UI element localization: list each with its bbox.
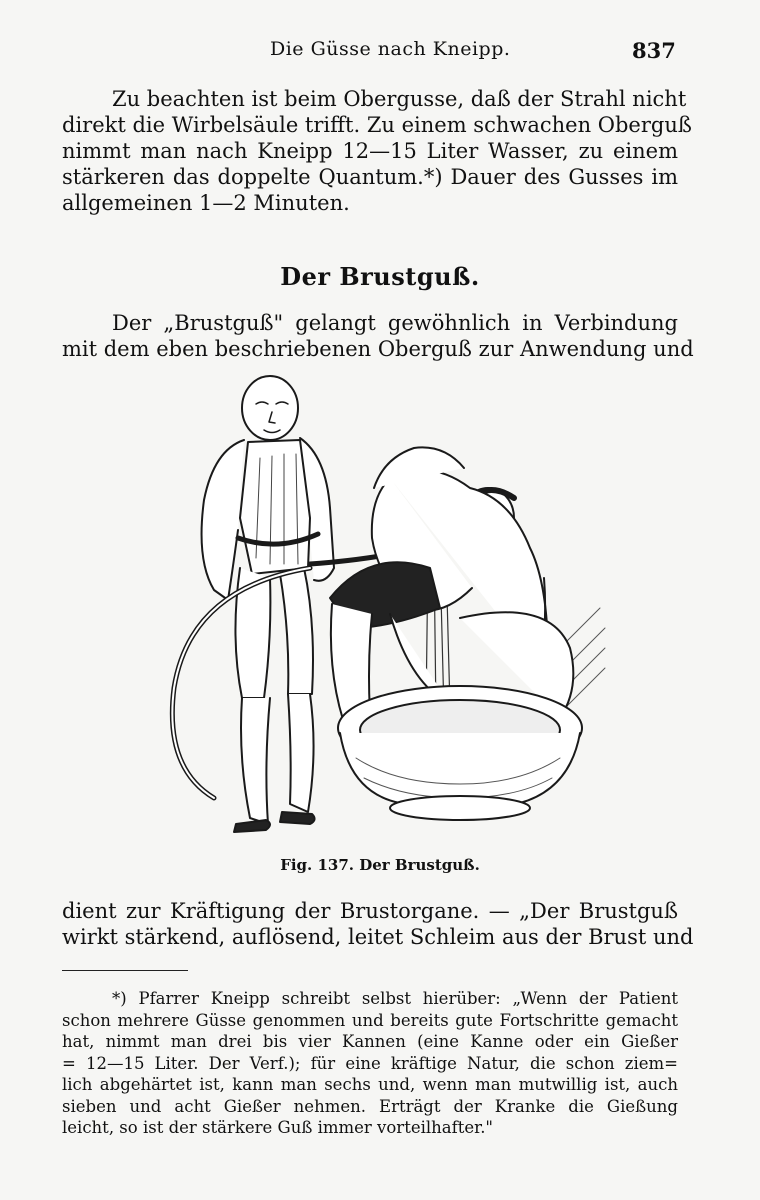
footnote bbox=[62, 988, 678, 1139]
footnote-line: = 12—15 Liter. Der Verf.); für eine kräftige Natur, die schon ziem= bbox=[62, 1053, 678, 1073]
figure-caption: Fig. 137. Der Brustguß. bbox=[280, 856, 480, 874]
running-head bbox=[0, 38, 760, 68]
text-line: mit dem eben beschriebenen Oberguß zur Anwendung und bbox=[62, 337, 694, 361]
paragraph-oberguss bbox=[62, 86, 692, 216]
text-line: nimmt man nach Kneipp 12—15 Liter Wasser, zu einem bbox=[62, 139, 678, 163]
running-title: Die Güsse nach Kneipp. bbox=[270, 38, 511, 60]
paragraph-brustguss-intro bbox=[62, 310, 694, 362]
footnote-rule bbox=[62, 970, 188, 971]
text-line: allgemeinen 1—2 Minuten. bbox=[62, 191, 350, 215]
footnote-line: leicht, so ist der stärkere Guß immer vorteilhafter." bbox=[62, 1118, 494, 1137]
footnote-line: schon mehrere Güsse genommen und bereits gute Fortschritte gemacht bbox=[62, 1010, 678, 1030]
section-heading: Der Brustguß. bbox=[280, 262, 480, 291]
engraving-illustration bbox=[160, 368, 610, 848]
footnote-line: lich abgehärtet ist, kann man sechs und, wenn man mutwillig ist, auch bbox=[62, 1075, 678, 1094]
text-line: direkt die Wirbelsäule trifft. Zu einem schwachen Oberguß bbox=[62, 113, 692, 137]
footnote-line: hat, nimmt man drei bis vier Kannen (eine Kanne oder ein Gießer bbox=[62, 1032, 678, 1051]
footnote-line: sieben und acht Gießer nehmen. Erträgt der Kranke die Gießung bbox=[62, 1096, 678, 1116]
text-line: Zu beachten ist beim Obergusse, daß der Strahl nicht bbox=[112, 87, 687, 111]
text-line: wirkt stärkend, auflösend, leitet Schleim aus der Brust und bbox=[62, 925, 694, 949]
page-number: 837 bbox=[632, 38, 676, 63]
text-line: dient zur Kräftigung der Brustorgane. — „Der Brustguß bbox=[62, 899, 678, 923]
footnote-line: *) Pfarrer Kneipp schreibt selbst hierüber: „Wenn der Patient bbox=[112, 989, 678, 1008]
figure-illustration bbox=[160, 368, 610, 848]
text-line: Der „Brustguß" gelangt gewöhnlich in Verbindung bbox=[112, 311, 678, 335]
paragraph-brustguss-effect bbox=[62, 898, 694, 950]
text-line: stärkeren das doppelte Quantum.*) Dauer des Gusses im bbox=[62, 165, 678, 189]
